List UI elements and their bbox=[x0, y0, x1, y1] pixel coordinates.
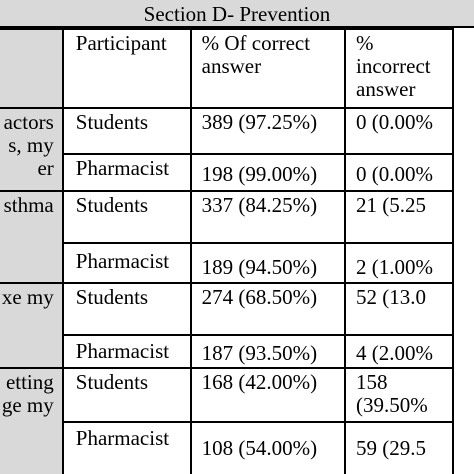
question-cell bbox=[0, 191, 63, 283]
question-line: actors bbox=[3, 110, 54, 134]
header-correct-text: % Of correct bbox=[201, 31, 311, 55]
table-row bbox=[0, 335, 453, 368]
question-line: s, my bbox=[8, 133, 54, 157]
question-line: ge my bbox=[1, 393, 54, 417]
participant-cell: Students bbox=[63, 283, 191, 335]
section-title: Section D- Prevention bbox=[0, 0, 474, 28]
header-row bbox=[0, 29, 453, 108]
header-correct-line2: answer bbox=[201, 54, 262, 78]
incorrect-cell: 4 (2.00% bbox=[345, 335, 453, 368]
question-line: sthma bbox=[3, 193, 54, 217]
incorrect-line: 158 bbox=[356, 370, 388, 394]
header-incorrect-line3: answer bbox=[356, 77, 416, 101]
participant-cell: Students bbox=[63, 108, 191, 154]
question-line: er bbox=[37, 156, 54, 180]
table-row bbox=[0, 368, 453, 422]
table-row bbox=[0, 191, 453, 243]
table-row bbox=[0, 422, 453, 474]
header-participant-label: Participant bbox=[75, 31, 167, 55]
correct-cell: 389 (97.25%) bbox=[191, 108, 345, 154]
question-cell bbox=[0, 283, 63, 368]
correct-cell: 108 (54.00%) bbox=[191, 422, 345, 474]
incorrect-cell: 21 (5.25 bbox=[345, 191, 453, 243]
incorrect-cell: 2 (1.00% bbox=[345, 243, 453, 283]
participant-cell: Pharmacist bbox=[63, 422, 191, 474]
correct-cell: 189 (94.50%) bbox=[191, 243, 345, 283]
correct-cell: 274 (68.50%) bbox=[191, 283, 345, 335]
correct-cell: 168 (42.00%) bbox=[191, 368, 345, 422]
incorrect-cell: 0 (0.00% bbox=[345, 154, 453, 191]
header-incorrect-line1: % bbox=[356, 31, 374, 55]
table-row bbox=[0, 243, 453, 283]
participant-cell: Students bbox=[63, 368, 191, 422]
incorrect-cell: 52 (13.0 bbox=[345, 283, 453, 335]
correct-cell: 187 (93.50%) bbox=[191, 335, 345, 368]
header-participant bbox=[63, 29, 191, 108]
question-line: xe my bbox=[1, 285, 54, 309]
table-row bbox=[0, 108, 453, 154]
prevention-table bbox=[0, 28, 454, 474]
question-cell bbox=[0, 108, 63, 191]
table-row bbox=[0, 154, 453, 191]
header-question bbox=[0, 29, 63, 108]
incorrect-line: (39.50% bbox=[356, 393, 428, 417]
header-correct bbox=[191, 29, 345, 108]
header-correct-line1 bbox=[202, 32, 334, 55]
question-line: etting bbox=[5, 370, 54, 394]
question-cell bbox=[0, 368, 63, 474]
participant-cell: Pharmacist bbox=[63, 335, 191, 368]
incorrect-cell: 0 (0.00% bbox=[345, 108, 453, 154]
incorrect-cell: 59 (29.5 bbox=[345, 422, 453, 474]
table-row bbox=[0, 283, 453, 335]
correct-cell: 337 (84.25%) bbox=[191, 191, 345, 243]
header-incorrect bbox=[345, 29, 453, 108]
participant-cell: Students bbox=[63, 191, 191, 243]
header-incorrect-line2: incorrect bbox=[356, 54, 431, 78]
incorrect-cell bbox=[345, 368, 453, 422]
participant-cell: Pharmacist bbox=[63, 243, 191, 283]
participant-cell: Pharmacist bbox=[63, 154, 191, 191]
correct-cell: 198 (99.00%) bbox=[191, 154, 345, 191]
